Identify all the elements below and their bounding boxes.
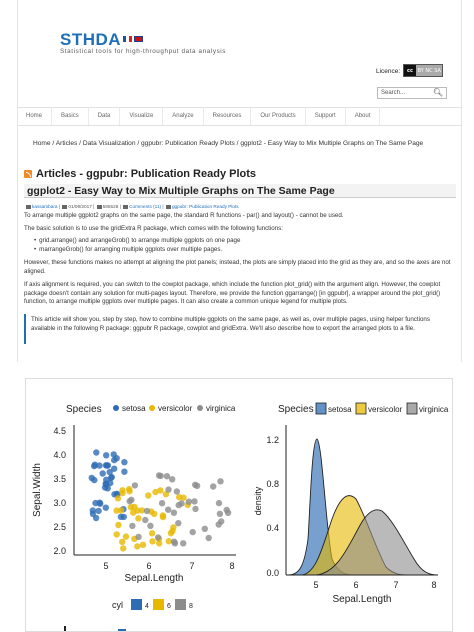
- nav-item-our-products[interactable]: Our Products: [251, 108, 305, 125]
- scatter-point: [97, 500, 103, 506]
- scatter-point: [135, 534, 141, 540]
- density-y-tick: 0.8: [266, 479, 279, 489]
- density-x-tick: 7: [393, 580, 399, 590]
- scatter-point: [128, 504, 134, 510]
- nav-item-visualize[interactable]: Visualize: [120, 108, 163, 125]
- scatter-point: [103, 452, 109, 458]
- density-legend-setosa: setosa: [328, 405, 352, 414]
- scatter-point: [121, 469, 127, 475]
- scatter-y-tick: 3.0: [53, 498, 66, 508]
- cyl-legend-title: cyl: [112, 600, 123, 610]
- scatter-points: [89, 449, 232, 551]
- category-link[interactable]: ggpubr: Publication Ready Plots: [171, 204, 239, 209]
- scatter-point: [114, 455, 120, 461]
- scatter-point: [164, 473, 170, 479]
- scatter-point: [118, 507, 124, 513]
- section-heading: [24, 168, 256, 180]
- scatter-point: [159, 500, 165, 506]
- scatter-point: [180, 540, 186, 546]
- scatter-point: [202, 526, 208, 532]
- paragraph-4: If axis alignment is required, you can switch to the cowplot package, which include the function plot_grid() with the argument align. However, the cowplot package doesn't contain any solution for multi-pages layout. Therefore, we provide the function ggarrange() [in ggpubr], a wrapper around the plot_grid() function, to arrange multiple ggplots over multiple pages. It can also create a common unique legend for multiple plots.: [24, 281, 441, 305]
- scatter-x-tick: 6: [146, 561, 152, 571]
- legend-label-versicolor: versicolor: [158, 404, 193, 413]
- scatter-point: [192, 506, 198, 512]
- scatter-point: [114, 531, 120, 537]
- scatter-point: [158, 473, 164, 479]
- scatter-legend-title: Species: [66, 404, 102, 415]
- density-legend-virginica: virginica: [419, 405, 449, 414]
- scatter-point: [134, 543, 140, 549]
- density-legend-swatch-virginica: [407, 403, 417, 414]
- scatter-point: [120, 545, 126, 551]
- density-y-tick: 1.2: [266, 435, 279, 445]
- cyl-label-6: 6: [167, 603, 171, 610]
- scatter-x-tick: 7: [189, 561, 195, 571]
- author-link[interactable]: kassambara: [32, 204, 58, 209]
- scatter-point: [216, 500, 222, 506]
- scatter-point: [93, 449, 99, 455]
- scatter-point: [165, 486, 171, 492]
- intro-paragraph-1: To arrange multiple ggplot2 graphs on the same page, the standard R functions - par() and layout() - cannot be used.: [24, 212, 344, 219]
- scatter-point: [109, 474, 115, 480]
- scatter-point: [176, 502, 182, 508]
- figure-image: [25, 378, 453, 632]
- scatter-point: [171, 510, 177, 516]
- scatter-y-tick: 3.5: [53, 474, 66, 484]
- scatter-point: [194, 483, 200, 489]
- scatter-point: [121, 459, 127, 465]
- scatter-point: [118, 514, 124, 520]
- legend-dot-setosa: [113, 405, 119, 411]
- folder-icon: [166, 205, 171, 209]
- scatter-point: [172, 540, 178, 546]
- scatter-point: [103, 505, 109, 511]
- scatter-y-label: Sepal.Width: [32, 463, 43, 517]
- nav-item-data[interactable]: Data: [89, 108, 121, 125]
- scatter-point: [145, 492, 151, 498]
- density-y-tick: 0.0: [266, 568, 279, 578]
- scatter-point: [119, 490, 125, 496]
- density-y-label: density: [253, 486, 263, 516]
- article-date: 01/09/2017: [68, 204, 92, 209]
- scatter-point: [149, 538, 155, 544]
- search-icon[interactable]: 🔍︎: [432, 88, 443, 97]
- scatter-point: [206, 535, 212, 541]
- user-icon: [26, 205, 31, 209]
- legend-dot-virginica: [197, 405, 203, 411]
- scatter-point: [217, 511, 223, 517]
- scatter-point: [216, 521, 222, 527]
- scatter-point: [115, 522, 121, 528]
- density-x-label: Sepal.Length: [332, 594, 392, 605]
- scatter-point: [126, 486, 132, 492]
- french-flag-icon[interactable]: [123, 36, 132, 42]
- density-legend-swatch-setosa: [316, 403, 326, 414]
- scatter-point: [89, 475, 95, 481]
- scatter-y-tick: 4.0: [53, 450, 66, 460]
- paragraph-3: However, these functions makes no attempt at aligning the plot panels; instead, the plots are simply placed into the grid as they are, and so the axes are not aligned.: [24, 259, 451, 275]
- scatter-point: [103, 477, 109, 483]
- scatter-point: [140, 542, 146, 548]
- legend-dot-versicolor: [149, 405, 155, 411]
- callout-box: This article will show you, step by step, how to combine multiple ggplots on the same page, as well as, over multiple pages, using helper functions available in the following R package: ggpubr R package, cowplot and gridExtra. We'll also describe how to export the arranged plots to a file.: [24, 314, 454, 344]
- scatter-point: [123, 533, 129, 539]
- scatter-point: [119, 539, 125, 545]
- list-item: • marrangeGrob() for arranging multiple ggplots over multiple pages.: [34, 246, 240, 255]
- nav-item-basics[interactable]: Basics: [52, 108, 89, 125]
- scatter-x-tick: 8: [229, 561, 235, 571]
- section-heading-text: Articles - ggpubr: Publication Ready Plots: [36, 168, 257, 180]
- scatter-point: [142, 517, 148, 523]
- combined-plots: [26, 379, 453, 632]
- scatter-point: [90, 511, 96, 517]
- density-x-tick: 8: [431, 580, 437, 590]
- scatter-point: [96, 462, 102, 468]
- logo-text: STHDA: [60, 30, 122, 49]
- scatter-point: [170, 524, 176, 530]
- scatter-point: [191, 498, 197, 504]
- scatter-point: [210, 483, 216, 489]
- site-tagline: Statistical tools for high-throughput data analysis: [60, 48, 227, 55]
- scatter-x-label: Sepal.Length: [124, 573, 184, 584]
- scatter-point: [217, 478, 223, 484]
- site-logo[interactable]: [60, 30, 143, 50]
- comment-icon: [123, 205, 128, 209]
- function-list: [34, 237, 240, 254]
- licence-label: Licence:: [376, 68, 401, 75]
- scatter-y-tick: 4.5: [53, 426, 66, 436]
- scatter-y-tick: 2.0: [53, 546, 66, 556]
- scatter-point: [175, 520, 181, 526]
- scatter-point: [152, 489, 158, 495]
- scatter-point: [127, 498, 133, 504]
- density-x-tick: 5: [313, 580, 319, 590]
- english-flag-icon[interactable]: [134, 36, 143, 42]
- scatter-point: [100, 470, 106, 476]
- cyl-swatch-4: [131, 599, 142, 610]
- article-meta: kassambara | 01/09/2017 | 585528 | Comments (11) | ggpubr: Publication Ready Plots: [25, 204, 239, 209]
- density-x-tick: 6: [353, 580, 359, 590]
- intro-paragraph-2: The basic solution is to use the gridExtra R package, which comes with the following functions:: [24, 225, 283, 232]
- scatter-point: [160, 514, 166, 520]
- density-legend-swatch-versicolor: [356, 403, 366, 414]
- scatter-point: [135, 515, 141, 521]
- scatter-point: [115, 495, 121, 501]
- scatter-point: [144, 508, 150, 514]
- scatter-point: [186, 499, 192, 505]
- calendar-icon: [62, 205, 67, 209]
- nav-item-support[interactable]: Support: [306, 108, 346, 125]
- density-legend-versicolor: versicolor: [368, 405, 403, 414]
- main-nav: [17, 107, 462, 126]
- scatter-point: [95, 508, 101, 514]
- density-legend-title: Species: [278, 404, 314, 415]
- scatter-point: [224, 507, 230, 513]
- nav-item-home[interactable]: Home: [17, 108, 52, 125]
- search-placeholder: Search...: [381, 90, 406, 96]
- scatter-point: [156, 540, 162, 546]
- cyl-label-4: 4: [145, 603, 149, 610]
- scatter-point: [174, 488, 180, 494]
- scatter-y-tick: 2.5: [53, 522, 66, 532]
- scatter-point: [155, 534, 161, 540]
- legend-label-setosa: setosa: [122, 404, 146, 413]
- scatter-point: [134, 507, 140, 513]
- scatter-point: [129, 523, 135, 529]
- cyl-swatch-6: [153, 599, 164, 610]
- scatter-point: [190, 529, 196, 535]
- scatter-point: [104, 462, 110, 468]
- comments-link[interactable]: Comments (11): [129, 204, 162, 209]
- legend-label-virginica: virginica: [206, 404, 236, 413]
- next-plot-top-edge: [64, 626, 66, 632]
- scatter-point: [132, 482, 138, 488]
- density-y-tick: 0.4: [266, 523, 279, 533]
- scatter-point: [176, 494, 182, 500]
- breadcrumb[interactable]: Home / Articles / Data Visualization / ggpubr: Publication Ready Plots / ggplot2 - Easy Way to Mix Multiple Graphs on The Same Page: [33, 140, 424, 147]
- article-title: ggplot2 - Easy Way to Mix Multiple Graphs on The Same Page: [24, 184, 456, 198]
- eye-icon: [97, 205, 102, 209]
- cyl-label-8: 8: [189, 603, 193, 610]
- nav-item-analyze[interactable]: Analyze: [163, 108, 203, 125]
- list-item: • grid.arrange() and arrangeGrob() to arrange multiple ggplots on one page: [34, 237, 240, 246]
- search-input[interactable]: [377, 87, 447, 99]
- cyl-swatch-8: [175, 599, 186, 610]
- scatter-point: [147, 523, 153, 529]
- view-count: 585528: [102, 204, 119, 209]
- scatter-point: [149, 530, 155, 536]
- creative-commons-badge-icon[interactable]: cc BY NC SA: [403, 64, 443, 77]
- rss-icon[interactable]: [24, 170, 32, 178]
- scatter-point: [165, 507, 171, 513]
- nav-item-resources[interactable]: Resources: [204, 108, 252, 125]
- nav-item-about[interactable]: About: [346, 108, 381, 125]
- scatter-x-tick: 5: [103, 561, 109, 571]
